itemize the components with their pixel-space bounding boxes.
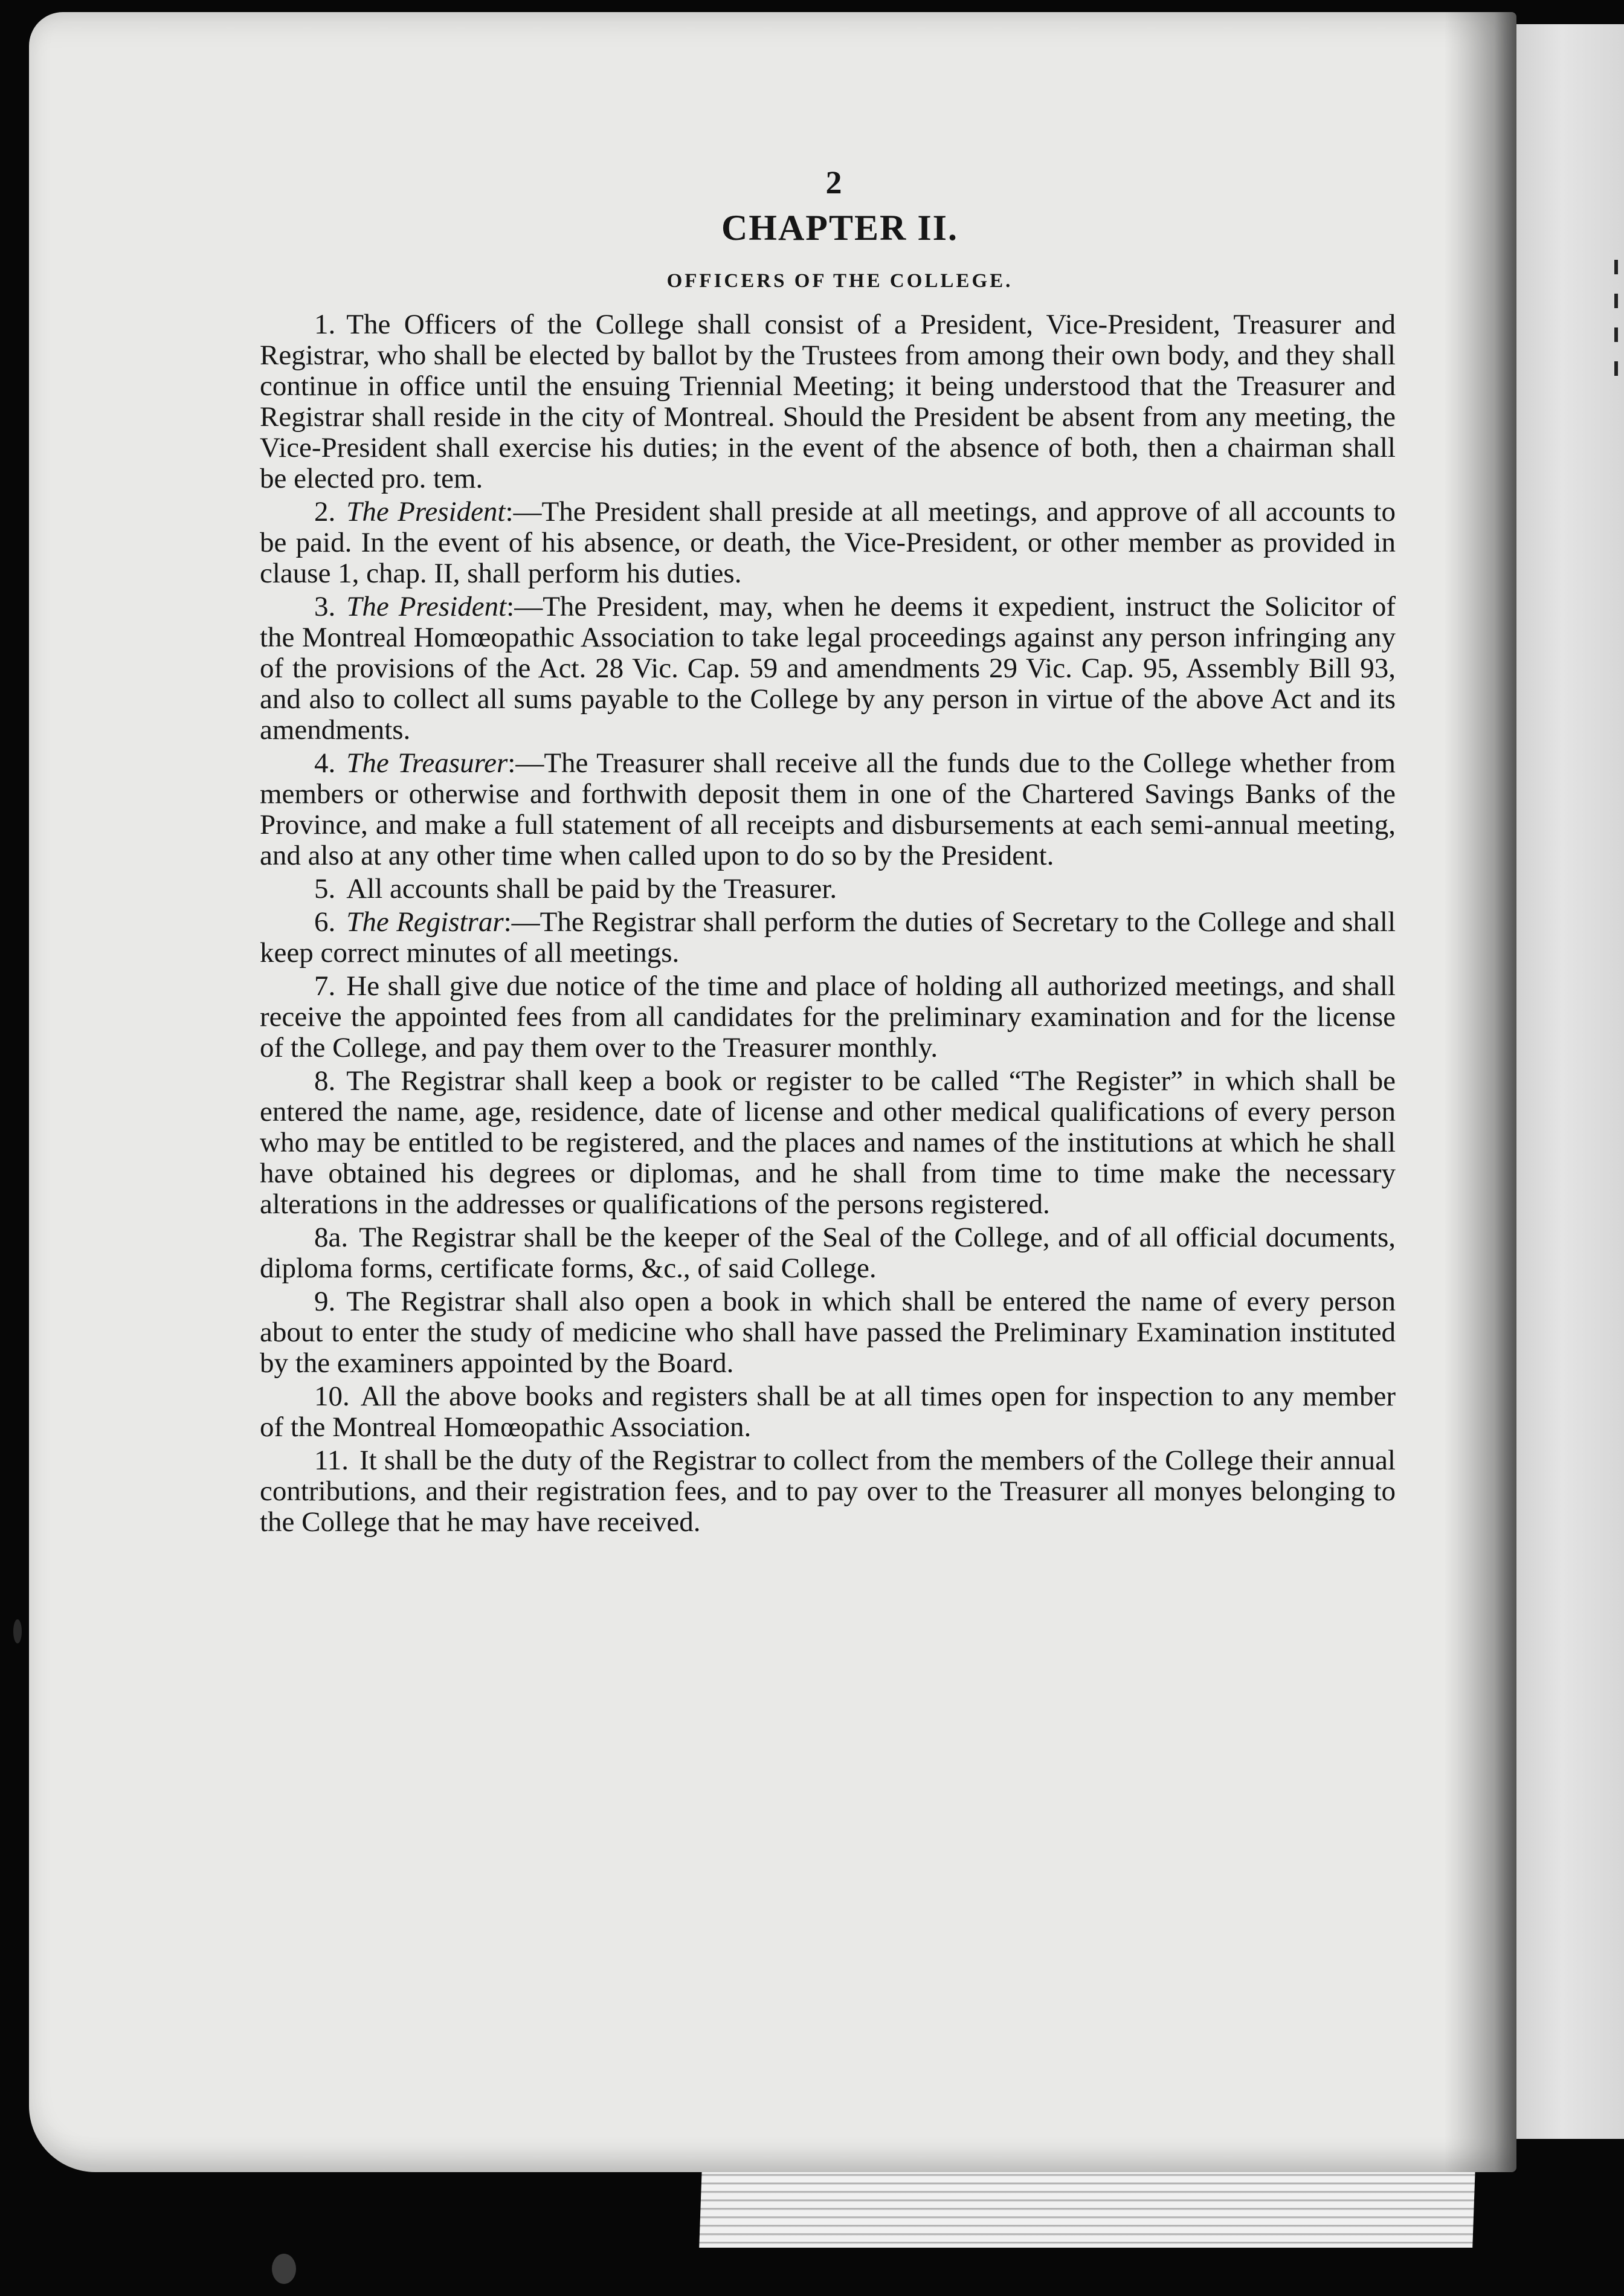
clause-8a [260,1222,1396,1284]
clause-11 [260,1445,1396,1538]
facing-page-marks [1614,260,1620,393]
clause-number: 6. [314,906,336,938]
clause-1 [260,309,1396,494]
clause-number: 3. [314,591,336,622]
clause-text: All accounts shall be paid by the Treasurer. [346,873,837,905]
clause-7 [260,971,1396,1063]
clause-text: The Officers of the College shall consist of a President, Vice-President, Treasurer and Registrar, who shall be elected by ballot by the Trustees from among their own body, and they shall continue in office until the ensuing Triennial Meeting; it being understood that the Treasurer and Registrar shall reside in the city of Montreal. Should the President be absent from any meeting, the Vice-President shall exercise his duties; in the event of the absence of both, then a chairman shall be elected pro. tem. [260,309,1396,494]
clause-number: 5. [314,873,336,905]
clause-number: 4. [314,747,336,779]
clause-9 [260,1286,1396,1379]
clause-number: 7. [314,970,336,1002]
clause-5 [260,874,1396,905]
paper-speck [272,2254,296,2284]
clause-10 [260,1381,1396,1443]
clause-text: All the above books and registers shall be at all times open for inspection to any member of the Montreal Homœopathic Association. [260,1381,1396,1443]
clause-text: The Registrar shall also open a book in which shall be entered the name of every person about to enter the study of medicine who shall have passed the Preliminary Examination instituted by the examiners appointed by the Board. [260,1286,1396,1379]
clause-text: :—The President, may, when he deems it expedient, instruct the Solicitor of the Montreal Homœopathic Association to take legal proceedings against any person infringing any of the provisions of the Act. 28 Vic. Cap. 59 and amendments 29 Vic. Cap. 95, Assembly Bill 93, and also to collect all sums payable to the College by any person in virtue of the above Act and its amendments. [260,591,1396,746]
clause-number: 11. [314,1445,349,1476]
page-content [260,166,1396,1540]
clause-text: :—The President shall preside at all meetings, and approve of all accounts to be paid. In the event of his absence, or death, the Vice-President, or other member as provided in clause 1, chap. II, shall perform his duties. [260,496,1396,589]
clause-2 [260,497,1396,589]
page-number: 2 [825,164,842,201]
clause-text: It shall be the duty of the Registrar to collect from the members of the College their annual contributions, and their registration fees, and to pay over to the Treasurer all monyes belonging to the College that he may have received. [260,1445,1396,1538]
clause-number: 10. [314,1381,350,1412]
clause-3 [260,592,1396,746]
clause-4 [260,748,1396,871]
paper-speck [13,1619,22,1643]
clause-text: He shall give due notice of the time and place of holding all authorized meetings, and shall receive the appointed fees from all candidates for the preliminary examination and for the license of the College, and pay them over to the Treasurer monthly. [260,970,1396,1063]
clause-label: The Registrar [346,906,504,938]
clause-number: 8a. [314,1222,349,1253]
clause-number: 9. [314,1286,336,1317]
clause-text: :—The Registrar shall perform the duties of Secretary to the College and shall keep correct minutes of all meetings. [260,906,1396,969]
clause-label: The President [346,591,507,622]
clause-6 [260,907,1396,969]
clause-text: :—The Treasurer shall receive all the funds due to the College whether from members or otherwise and forthwith deposit them in one of the Chartered Savings Banks of the Province, and make a full statement of all receipts and disbursements at each semi-annual meeting, and also at any other time when called upon to do so by the President. [260,747,1396,871]
clause-label: The Treasurer [346,747,508,779]
clause-text: The Registrar shall be the keeper of the Seal of the College, and of all official documents, diploma forms, certificate forms, &c., of said College. [260,1222,1396,1284]
section-title: OFFICERS OF THE COLLEGE. [666,270,1013,292]
chapter-title: CHAPTER II. [721,208,959,248]
clause-text: The Registrar shall keep a book or register to be called “The Register” in which shall be entered the name, age, residence, date of license and other medical qualifications of every person who may be entitled to be registered, and the places and names of the institutions at which he shall have obtained his degrees or diplomas, and he shall from time to time make the necessary alterations in the addresses or qualifications of the persons registered. [260,1065,1396,1220]
clause-list [260,309,1396,1538]
clause-number: 1. [314,309,336,340]
clause-label: The President [346,496,506,527]
clause-number: 2. [314,496,336,527]
clause-number: 8. [314,1065,336,1097]
clause-8 [260,1066,1396,1220]
